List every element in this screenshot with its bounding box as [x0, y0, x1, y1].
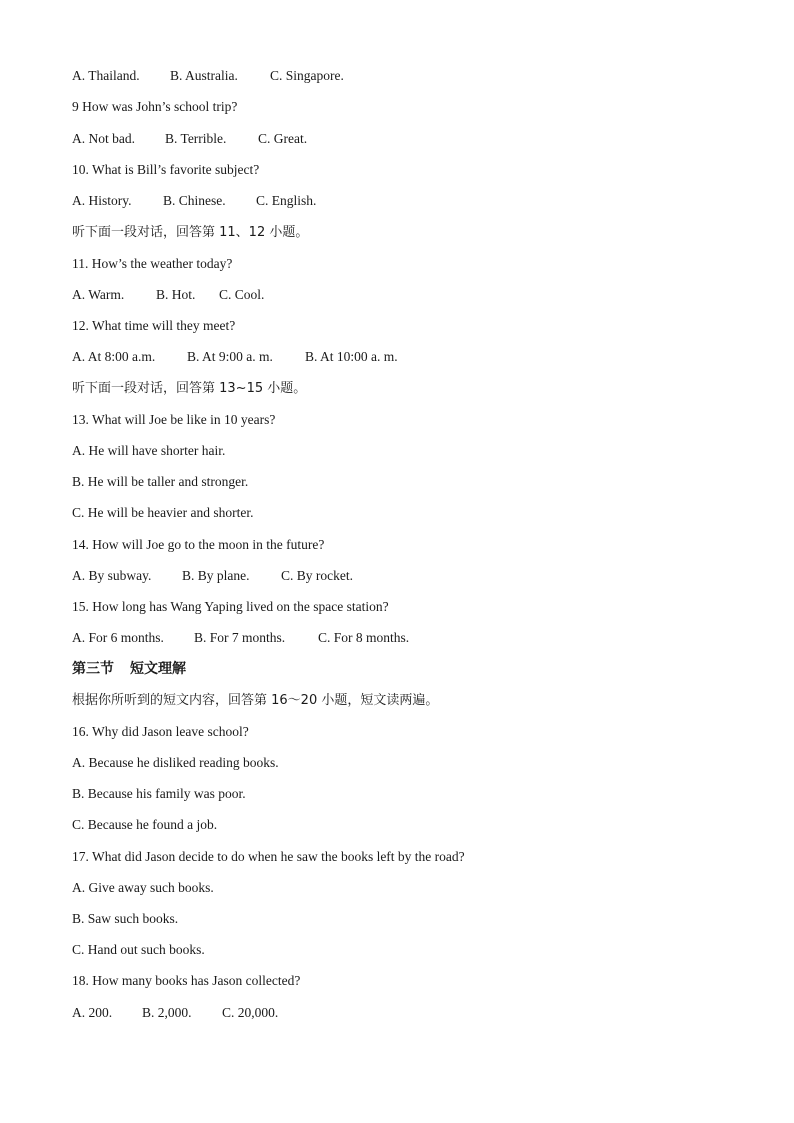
option-line: C. He will be heavier and shorter.	[72, 505, 254, 520]
section-number: 第三节	[72, 661, 114, 677]
option-line: A. He will have shorter hair.	[72, 443, 226, 458]
instruction: 根据你所听到的短文内容，回答第 16～20 小题，短文读两遍。	[72, 693, 439, 708]
option: B. By plane.	[182, 568, 250, 583]
option: B. At 9:00 a. m.	[187, 349, 273, 364]
options-row	[72, 347, 398, 367]
instruction: 听下面一段对话，回答第 11、12 小题。	[72, 225, 309, 240]
option: B. At 10:00 a. m.	[305, 349, 398, 364]
question-17: 17. What did Jason decide to do when he saw the books left by the road?	[72, 849, 465, 864]
options-row	[72, 285, 264, 305]
option: A. History.	[72, 193, 132, 208]
option: C. English.	[256, 193, 317, 208]
section-heading	[72, 659, 186, 679]
question-16: 16. Why did Jason leave school?	[72, 724, 249, 739]
option: C. For 8 months.	[318, 630, 410, 645]
option: C. Singapore.	[270, 68, 344, 83]
option-line: C. Hand out such books.	[72, 942, 205, 957]
options-row	[72, 129, 307, 149]
options-row	[72, 191, 316, 211]
options-row	[72, 1003, 278, 1023]
section-title: 短文理解	[130, 661, 186, 677]
option: A. 200.	[72, 1005, 113, 1020]
option: C. 20,000.	[222, 1005, 279, 1020]
question-11: 11. How’s the weather today?	[72, 256, 233, 271]
question-13: 13. What will Joe be like in 10 years?	[72, 412, 276, 427]
option: B. Terrible.	[165, 131, 227, 146]
option: C. By rocket.	[281, 568, 353, 583]
option: C. Cool.	[219, 287, 265, 302]
options-row	[72, 66, 344, 86]
option: A. At 8:00 a.m.	[72, 349, 156, 364]
question-10: 10. What is Bill’s favorite subject?	[72, 162, 260, 177]
option-line: B. He will be taller and stronger.	[72, 474, 249, 489]
question-9: 9 How was John’s school trip?	[72, 99, 238, 114]
option: A. By subway.	[72, 568, 152, 583]
options-row	[72, 628, 409, 648]
option-line: A. Give away such books.	[72, 880, 214, 895]
option-line: C. Because he found a job.	[72, 817, 218, 832]
option: B. For 7 months.	[194, 630, 286, 645]
option: B. Chinese.	[163, 193, 226, 208]
instruction: 听下面一段对话，回答第 13~15 小题。	[72, 381, 307, 396]
option: A. Thailand.	[72, 68, 140, 83]
option: A. Not bad.	[72, 131, 135, 146]
option: A. For 6 months.	[72, 630, 164, 645]
option: B. Hot.	[156, 287, 196, 302]
option-line: B. Saw such books.	[72, 911, 179, 926]
option: A. Warm.	[72, 287, 125, 302]
option-line: A. Because he disliked reading books.	[72, 755, 279, 770]
question-15: 15. How long has Wang Yaping lived on the space station?	[72, 599, 389, 614]
options-row	[72, 566, 353, 586]
question-14: 14. How will Joe go to the moon in the future?	[72, 537, 325, 552]
option-line: B. Because his family was poor.	[72, 786, 246, 801]
option: C. Great.	[258, 131, 308, 146]
option: B. 2,000.	[142, 1005, 192, 1020]
question-18: 18. How many books has Jason collected?	[72, 973, 301, 988]
question-12: 12. What time will they meet?	[72, 318, 236, 333]
option: B. Australia.	[170, 68, 238, 83]
